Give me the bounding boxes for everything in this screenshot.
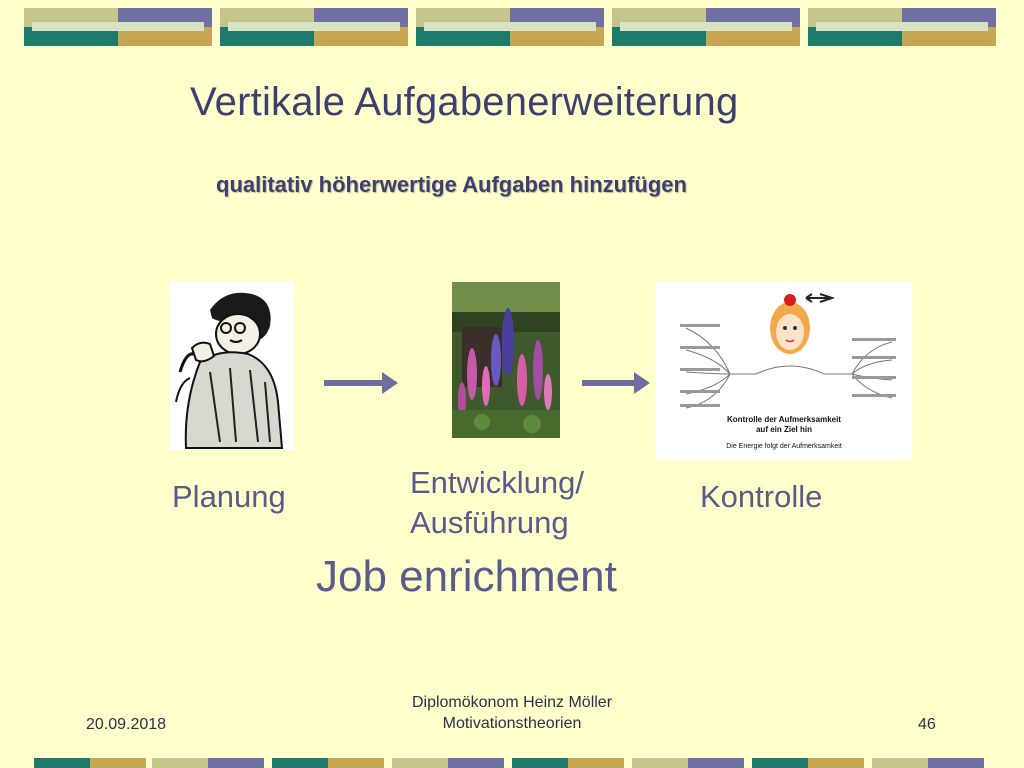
diagram-caption-line2: auf ein Ziel hin <box>755 425 813 434</box>
footer-credits <box>382 692 642 734</box>
diagram-caption-line1: Kontrolle der Aufmerksamkeit <box>727 415 841 424</box>
step-label-kontrolle: Kontrolle <box>700 479 823 514</box>
footer-date: 20.09.2018 <box>86 716 167 733</box>
flowers-image <box>452 282 560 438</box>
slide-subtitle: qualitativ höherwertige Aufgaben hinzufügen <box>216 172 687 197</box>
deco-block <box>220 8 408 46</box>
deco-block <box>808 8 996 46</box>
step-label-entwicklung-line2: Ausführung <box>410 505 569 540</box>
footer-author: Diplomökonom Heinz Möller <box>411 694 613 711</box>
thinking-man-image <box>170 282 294 450</box>
step-label-entwicklung-line1: Entwicklung/ <box>410 465 585 500</box>
diagram-caption-line3: Die Energie folgt der Aufmerksamkeit <box>726 443 842 450</box>
arrow-right-icon <box>324 380 384 386</box>
attention-diagram-image <box>656 282 912 460</box>
slide-title: Vertikale Aufgabenerweiterung <box>190 80 739 124</box>
deco-block <box>612 8 800 46</box>
arrow-right-icon <box>582 380 636 386</box>
deco-block <box>24 8 212 46</box>
job-enrichment-heading: Job enrichment <box>316 552 617 601</box>
deco-block <box>416 8 604 46</box>
step-label-planung: Planung <box>172 479 286 514</box>
slide-number: 46 <box>918 716 936 733</box>
footer-topic: Motivationstheorien <box>442 715 582 732</box>
